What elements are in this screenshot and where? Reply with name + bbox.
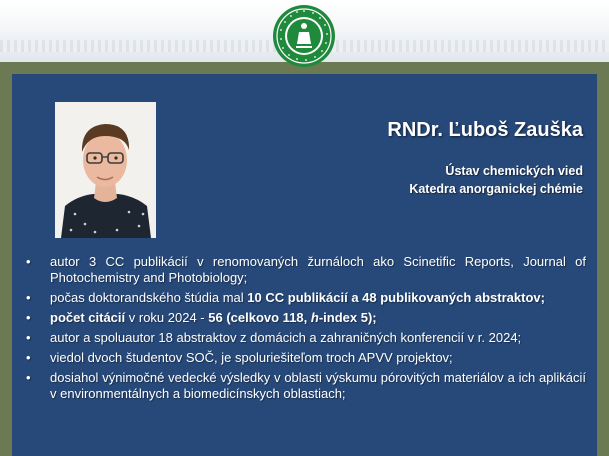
person-name: RNDr. Ľuboš Zauška	[387, 119, 583, 141]
university-seal-icon	[272, 4, 336, 68]
portrait-photo	[55, 102, 156, 238]
list-item: • dosiahol výnimočné vedecké výsledky v oblasti výskumu pórovitých materiálov a ich aplikácií v environmentálnych a biomedicínskych oblastiach;	[26, 370, 586, 401]
list-item: • viedol dvoch študentov SOČ, je spoluriešiteľom troch APVV projektov;	[26, 350, 453, 365]
achievements-list	[24, 254, 586, 406]
department-label: Katedra anorganickej chémie	[409, 182, 583, 196]
list-item: • počet citácií v roku 2024 - 56 (celkovo 118, h-index 5);	[26, 310, 377, 325]
list-item: • autor a spoluautor 18 abstraktov z domácich a zahraničných konferencií v r. 2024;	[26, 330, 522, 345]
list-item: • autor 3 CC publikácií v renomovaných žurnáloch ako Scinetific Reports, Journal of Photochemistry and Photobiology;	[26, 254, 586, 285]
institute-label: Ústav chemických vied	[445, 164, 583, 178]
list-item: • počas doktorandského štúdia mal 10 CC publikácií a 48 publikovaných abstraktov;	[26, 290, 545, 305]
